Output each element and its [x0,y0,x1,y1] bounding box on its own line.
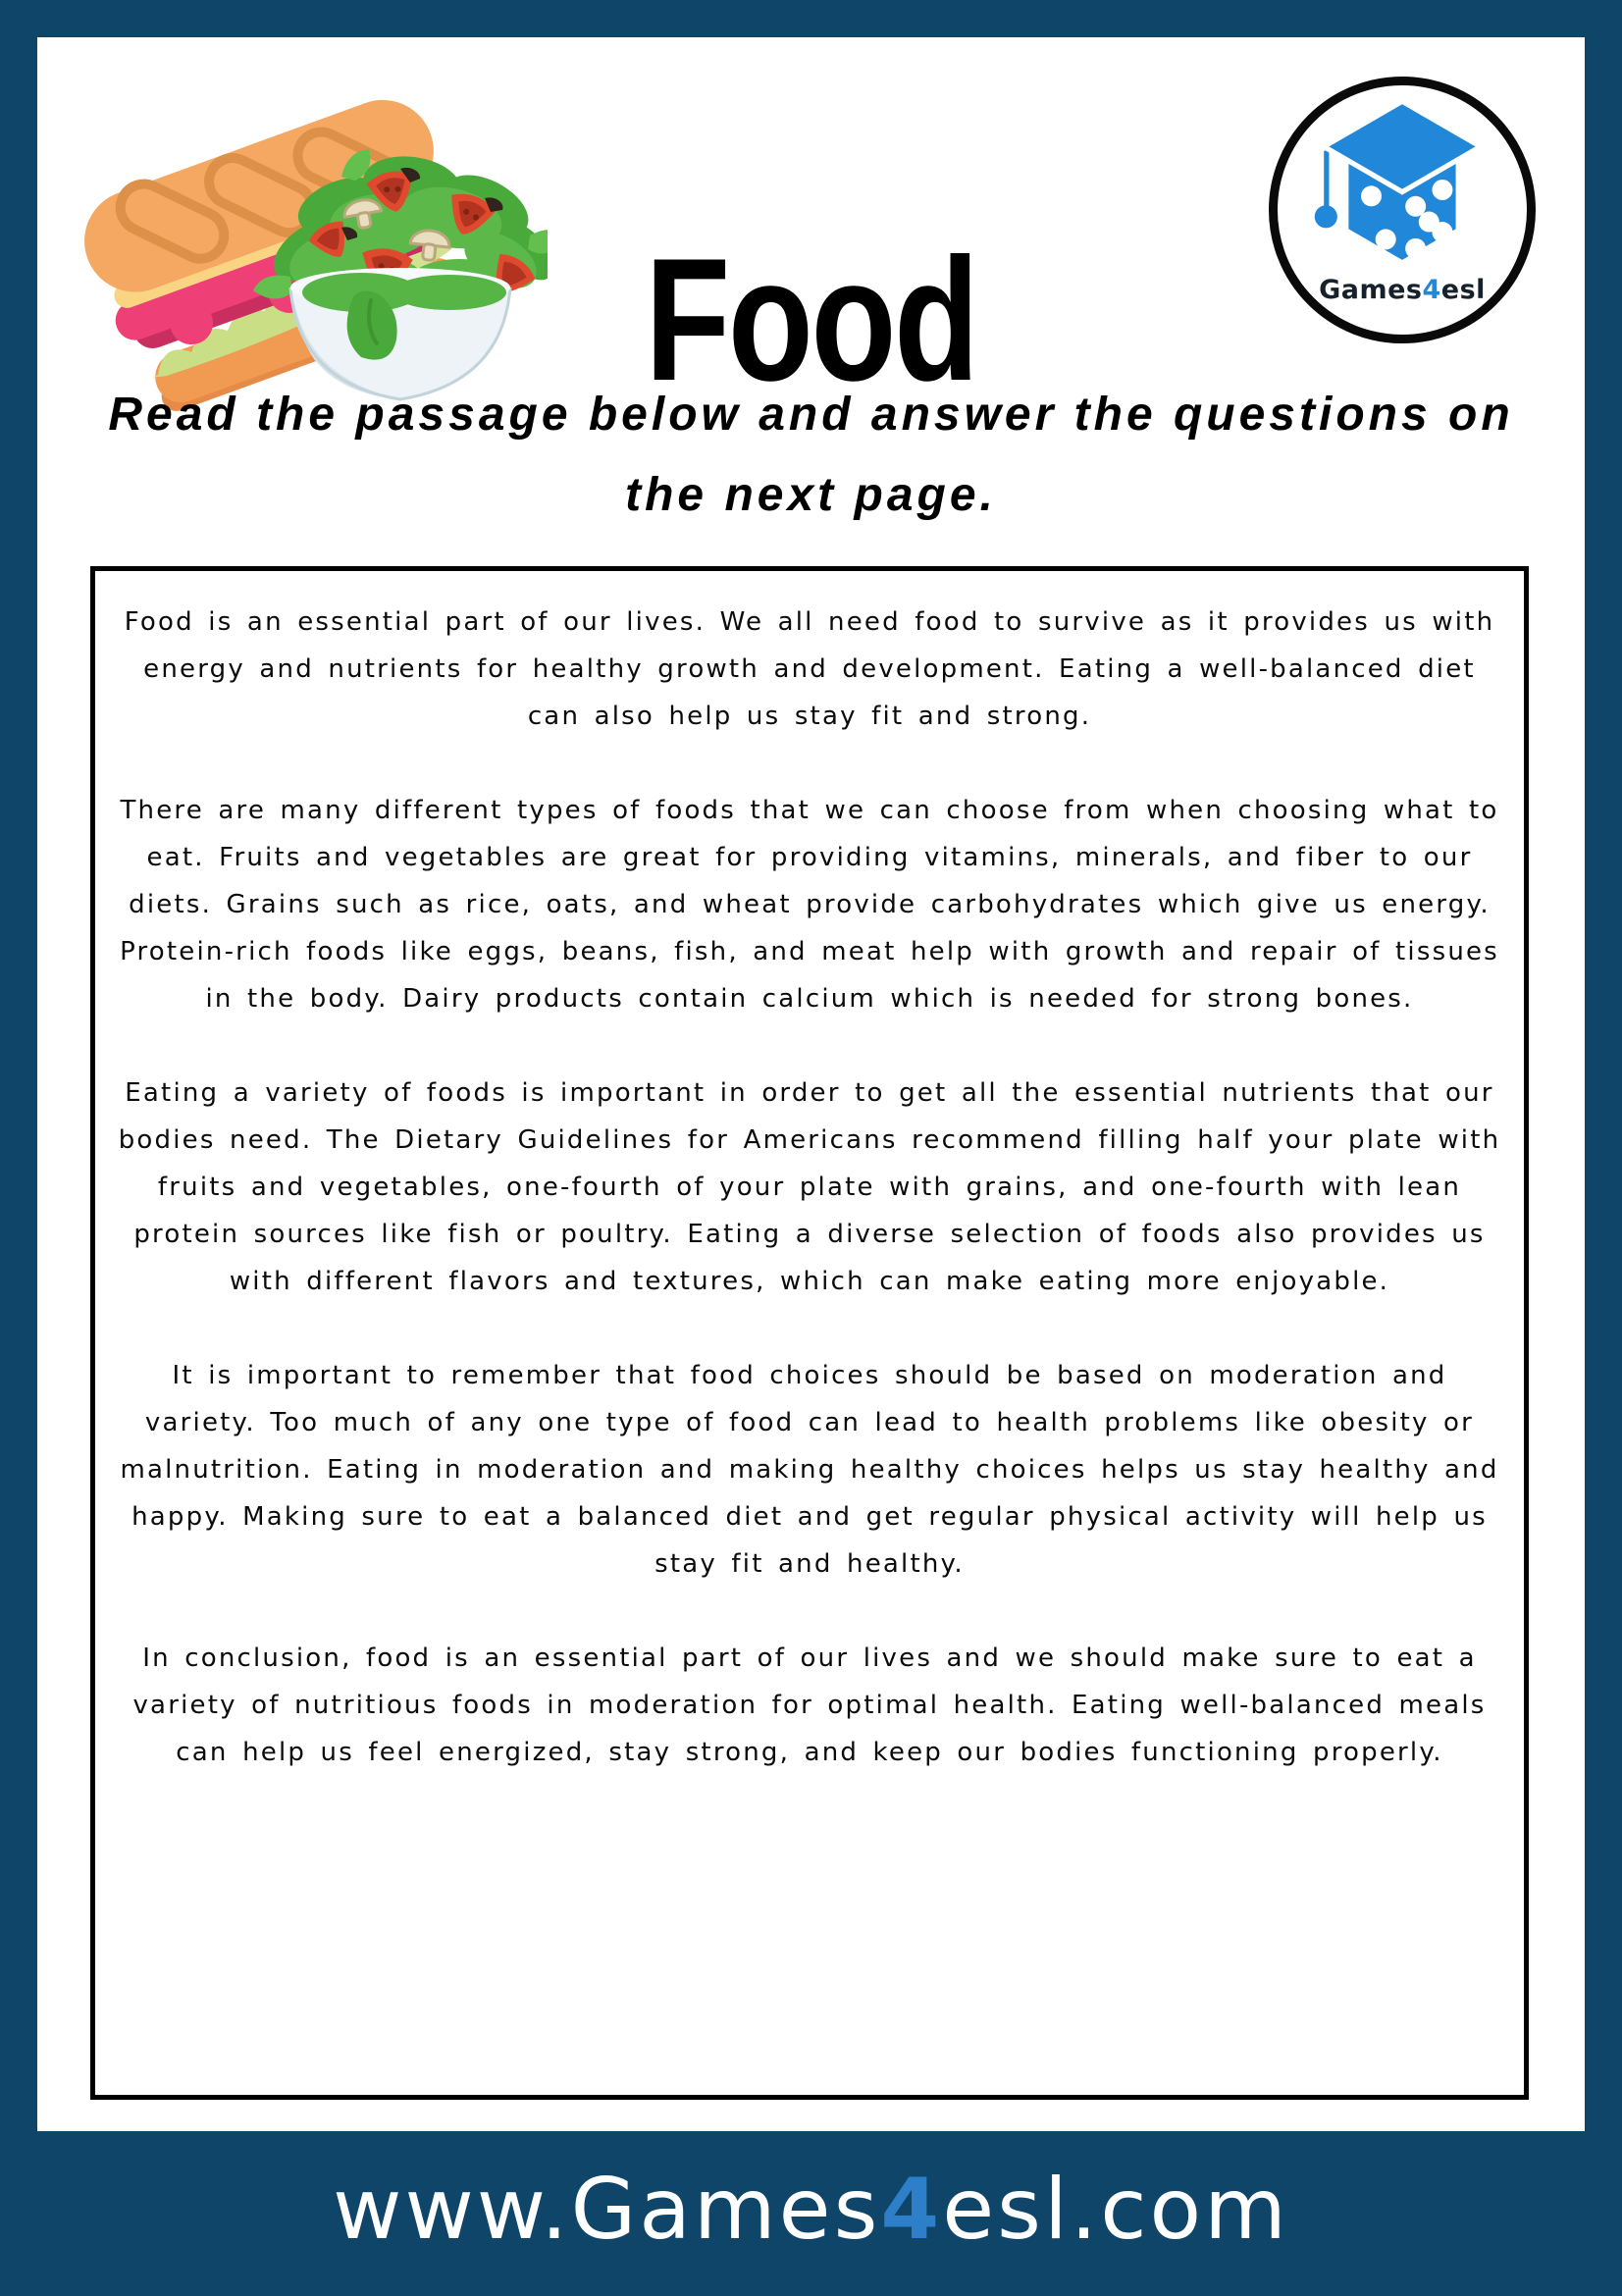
footer-url: www.Games4esl.com [333,2161,1289,2259]
page-title: Food [645,222,977,418]
footer-bar [0,2131,1622,2296]
passage-paragraph: There are many different types of foods that we can choose from when choosing what to eat. Fruits and vegetables are great for providing vitamins, minerals, and fiber to our diets. Grains such as rice, oats, and wheat provide carbohydrates which give us energy. Protein-rich foods like eggs, beans, fish, and meat help with growth and repair of tissues in the body. Dairy products contain calcium which is needed for strong bones. [120,796,1499,1014]
passage-paragraph: It is important to remember that food choices should be based on moderation and variety. Too much of any one type of food can lead to health problems like obesity or malnutrition. Eating in moderation and making healthy choices helps us stay healthy and happy. Making sure to eat a balanced diet and get regular physical activity will help us stay fit and healthy. [120,1361,1499,1579]
passage-paragraph: In conclusion, food is an essential part of our lives and we should make sure to eat a variety of nutritious foods in moderation for optimal health. Eating well-balanced meals can help us feel energized, stay strong, and keep our bodies functioning properly. [132,1644,1487,1767]
passage-box [90,566,1529,2100]
games4esl-logo [1269,77,1536,343]
worksheet-page [37,37,1585,2131]
instruction-text [37,375,1585,536]
instruction-line-2: the next page. [625,469,997,521]
passage-paragraph: Food is an essential part of our lives. We all need food to survive as it provides us with energy and nutrients for healthy growth and development. Eating a well-balanced diet can also help us stay fit and strong. [124,607,1495,731]
logo-wordmark: Games4esl [1319,275,1486,305]
passage-paragraph: Eating a variety of foods is important in order to get all the essential nutrients that our bodies need. The Dietary Guidelines for Americans recommend filling half your plate with fruits and vegetables, one-fourth of your plate with grains, and one-fourth with lean protein sources like fish or poultry. Eating a diverse selection of foods also provides us with different flavors and textures, which can make eating more enjoyable. [118,1078,1501,1296]
graduation-cap-dice-icon [1299,97,1505,262]
instruction-line-1: Read the passage below and answer the questions on [108,389,1514,441]
